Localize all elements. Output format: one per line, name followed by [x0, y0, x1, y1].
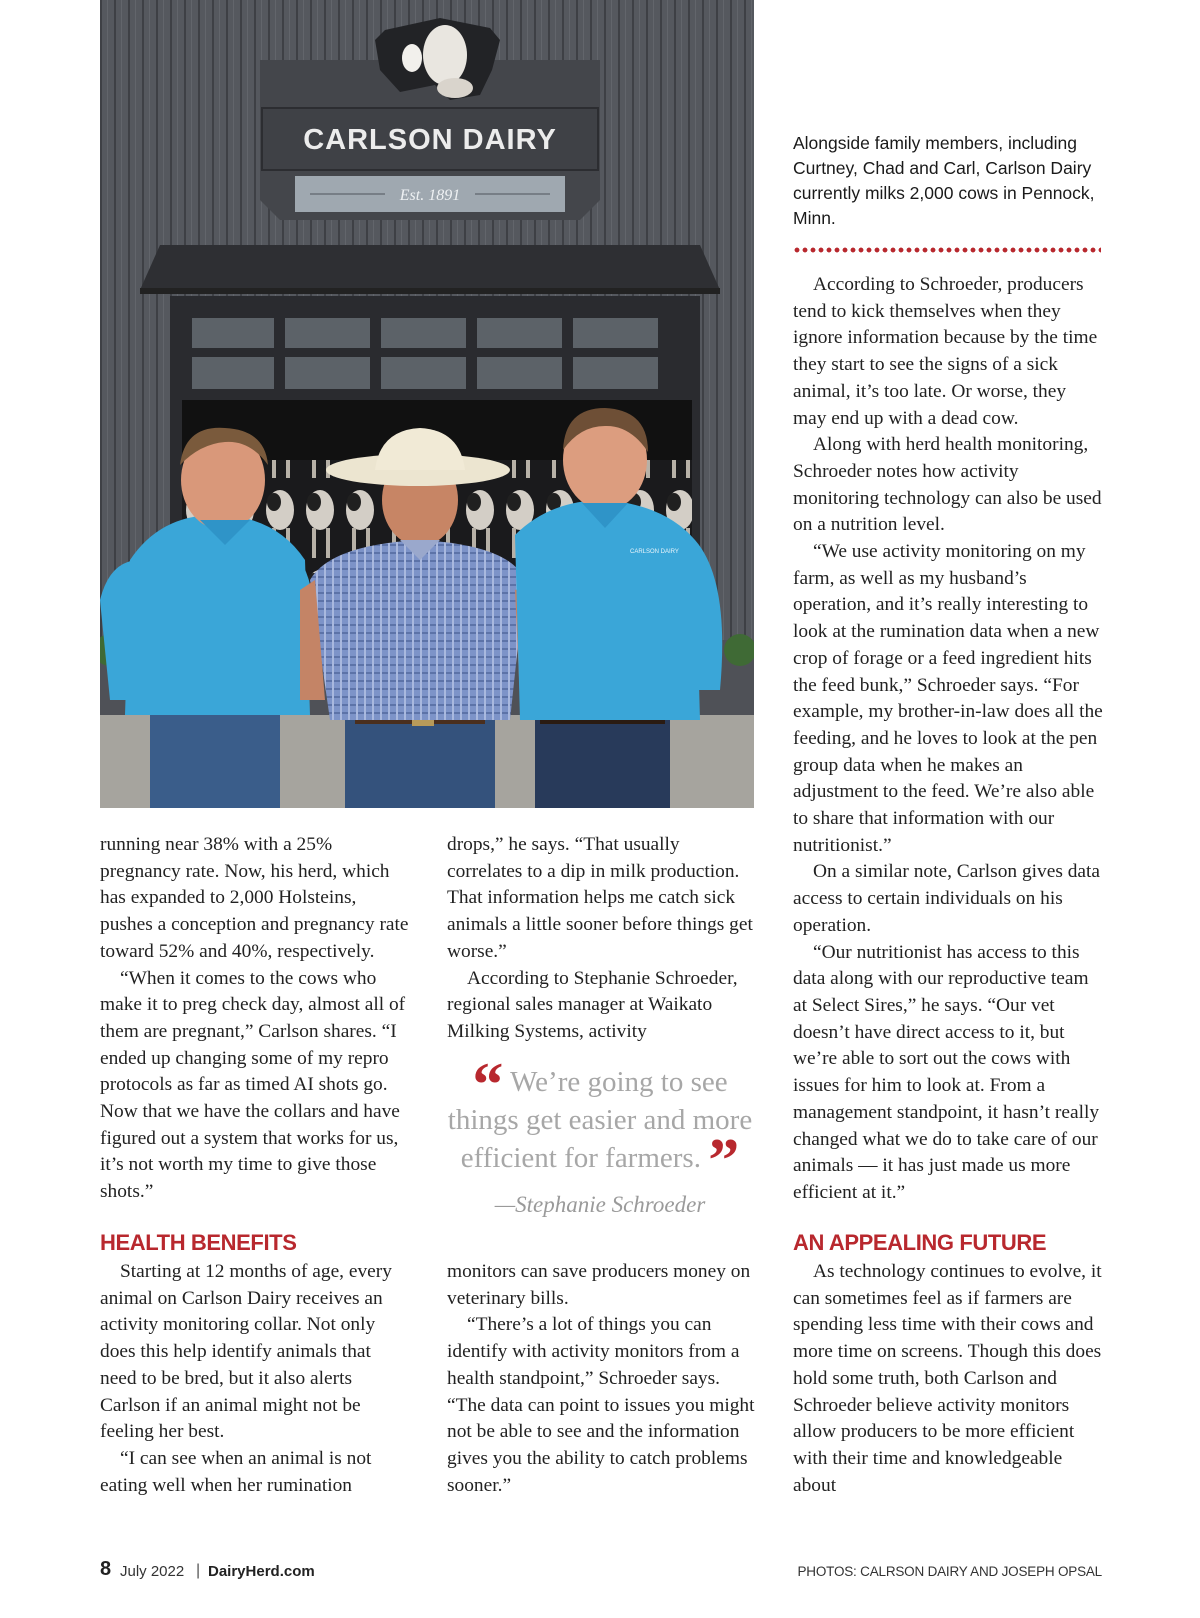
column-2-bottom — [447, 1259, 757, 1499]
footer-separator: | — [196, 1562, 201, 1579]
close-quote-mark-icon: ” — [708, 1127, 740, 1195]
open-quote-mark-icon: “ — [472, 1051, 504, 1119]
shirt-logo: CARLSON DAIRY — [630, 549, 679, 555]
heading-health-benefits: HEALTH BENEFITS — [100, 1230, 297, 1255]
dotted-divider — [793, 246, 1101, 254]
column-2-top — [447, 832, 757, 1046]
page-number: 8 — [100, 1558, 112, 1580]
pull-quote — [440, 1051, 760, 1195]
paragraph: “We use activity monitoring on my farm, as well as my husband’s operation, and it’s really interesting to look at the rumination data when a new crop of forage or a feed ingredient hits the feed bunk,” Schroeder says. “For example, my brother-in-law does all the feeding, and he loves to look at the pen group data when he makes an adjustment to the feed. We’re also able to share that information with our nutritionist.” — [793, 541, 1103, 856]
paragraph: monitors can save producers money on veterinary bills. — [447, 1261, 751, 1309]
pull-quote-attribution: —Stephanie Schroeder — [494, 1192, 706, 1217]
paragraph: “Our nutritionist has access to this data along with our reproductive team at Select Sires,” he says. “Our vet doesn’t have direct access to it, but we’re able to sort out the cows with issues for him to look at. From a management standpoint, it hasn’t really changed what we do to take care of our animals — it has just made us more efficient at it.” — [793, 941, 1100, 1203]
photo-illustration — [100, 0, 754, 808]
paragraph: drops,” he says. “That usually correlates to a dip in milk production. That information helps me catch sick animals a little sooner before things get worse.” — [447, 834, 753, 962]
paragraph: According to Schroeder, producers tend to kick themselves when they ignore information because by the time they start to see the signs of a sick animal, it’s too late. Or worse, they may end up with a dead cow. — [793, 274, 1098, 429]
paragraph: Along with herd health monitoring, Schroeder notes how activity monitoring technology can also be used on a nutrition level. — [793, 434, 1102, 536]
feature-photo — [100, 0, 754, 808]
photo-credit: PHOTOS: CALRSON DAIRY AND JOSEPH OPSAL — [797, 1564, 1102, 1579]
heading-appealing-future: AN APPEALING FUTURE — [793, 1230, 1047, 1255]
sign-established: Est. 1891 — [399, 187, 461, 204]
paragraph: According to Stephanie Schroeder, regional sales manager at Waikato Milking Systems, activity — [447, 967, 738, 1042]
column-1-top — [100, 832, 412, 1206]
site-link[interactable]: DairyHerd.com — [208, 1563, 315, 1580]
paragraph: “When it comes to the cows who make it to preg check day, almost all of them are pregnant,” Carlson shares. “I ended up changing some of my repro protocols as far as timed AI shots go. Now that we have the collars and have figured out a system that works for us, it’s not worth my time to give those shots.” — [100, 967, 406, 1203]
paragraph: running near 38% with a 25% pregnancy rate. Now, his herd, which has expanded to 2,000 Holsteins, pushes a conception and pregnancy rate toward 52% and 40%, respectively. — [100, 834, 409, 962]
column-3-bottom — [793, 1259, 1103, 1499]
pull-quote-text: We’re going to see things get easier and more efficient for farmers. — [447, 1066, 753, 1174]
page-footer — [100, 1558, 1102, 1588]
paragraph: Starting at 12 months of age, every animal on Carlson Dairy receives an activity monitoring collar. Not only does this help identify animals that need to be bred, but it also alerts Carlson if an animal might not be feeling her best. — [100, 1261, 392, 1443]
column-3-top — [793, 272, 1103, 1207]
sign-name: CARLSON DAIRY — [303, 124, 557, 156]
paragraph: “There’s a lot of things you can identify with activity monitors from a health standpoint,” Schroeder says. “The data can point to issues you might not be able to see and the information gives you the ability to catch problems sooner.” — [447, 1314, 755, 1496]
column-1-bottom — [100, 1259, 412, 1499]
paragraph: As technology continues to evolve, it can sometimes feel as if farmers are spending less time with their cows and more time on screens. Though this does hold some truth, both Carlson and Schroeder believe activity monitors allow producers to be more efficient with their time and knowledgeable about — [793, 1261, 1102, 1496]
photo-caption: Alongside family members, including Curtney, Chad and Carl, Carlson Dairy currently milks 2,000 cows in Pennock, Minn. — [793, 133, 1095, 228]
paragraph: “I can see when an animal is not eating well when her rumination — [100, 1447, 372, 1496]
paragraph: On a similar note, Carlson gives data access to certain individuals on his operation. — [793, 861, 1101, 936]
issue-date: July 2022 — [120, 1563, 185, 1580]
